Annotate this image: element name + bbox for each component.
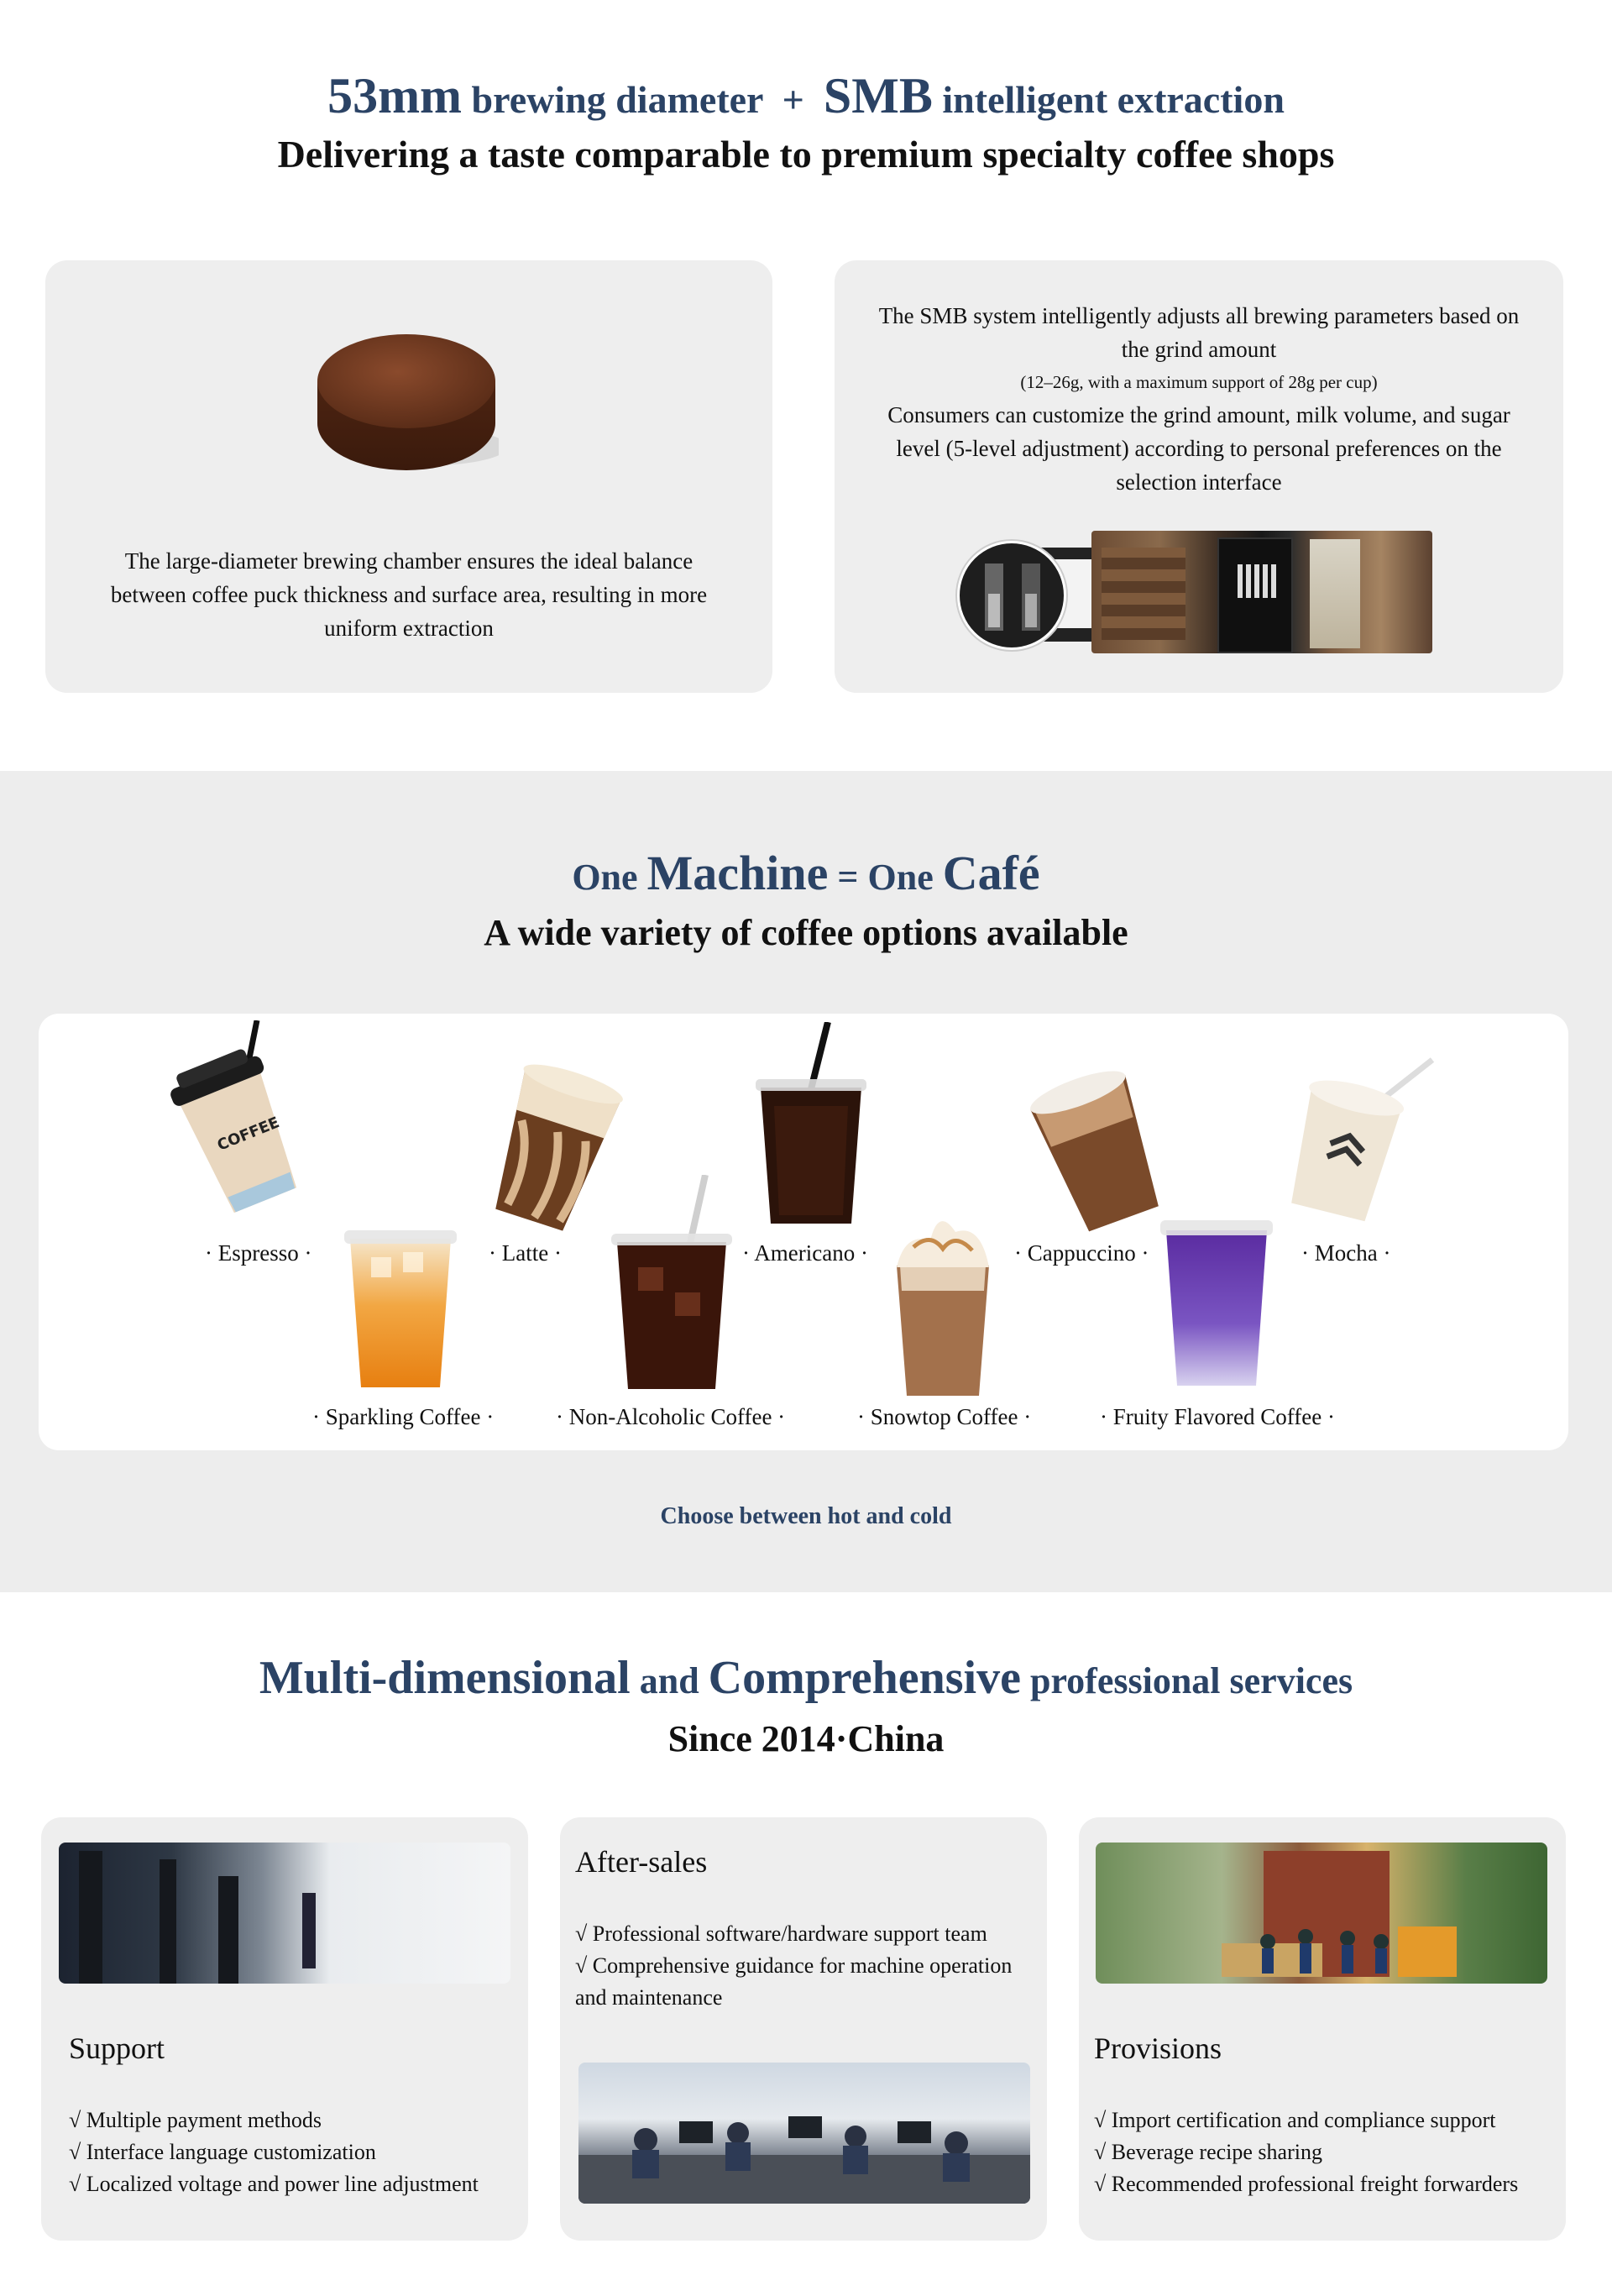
support-item: √ Localized voltage and power line adjustment	[69, 2172, 479, 2196]
title-multi-dimensional: Multi-dimensional	[259, 1652, 631, 1704]
hero-subheadline: Delivering a taste comparable to premium specialty coffee shops	[277, 133, 1335, 176]
title-equals-one: = One	[837, 857, 934, 898]
brewing-chamber-card	[45, 260, 772, 693]
espresso-cup-image	[165, 1020, 316, 1230]
title-comprehensive: Comprehensive	[708, 1652, 1021, 1704]
sparkling-coffee-cup-image	[338, 1224, 463, 1392]
americano-cup-image	[744, 1022, 878, 1232]
cappuccino-cup-image	[1013, 1056, 1180, 1232]
hero-brewing-diameter: brewing diameter	[471, 78, 763, 121]
cafe-interior-image	[1091, 531, 1432, 653]
hero-headline	[0, 66, 1612, 126]
hero-plus: +	[782, 78, 804, 121]
aftersales-item: √ Comprehensive guidance for machine operation and maintenance	[575, 1953, 1013, 2010]
coffee-machine-image	[1217, 537, 1293, 653]
smb-grind-range: (12–26g, with a maximum support of 28g per cup)	[1020, 372, 1378, 392]
drink-label-mocha: · Mocha ·	[1301, 1240, 1391, 1266]
support-card	[41, 1817, 528, 2241]
support-list	[69, 2105, 514, 2200]
provisions-item: √ Import certification and compliance support	[1094, 2108, 1496, 2132]
machine-cafe-collage	[957, 531, 1432, 653]
smb-text-b: Consumers can customize the grind amount, milk volume, and sugar level (5-level adjustment) according to personal preferences on the selection interface	[887, 402, 1510, 495]
aftersales-item: √ Professional software/hardware support team	[575, 1921, 987, 1946]
drink-label-espresso: · Espresso ·	[205, 1240, 312, 1266]
provisions-item: √ Beverage recipe sharing	[1094, 2140, 1322, 2164]
aftersales-list	[575, 1918, 1028, 2014]
services-title	[0, 1650, 1612, 1706]
aftersales-card	[560, 1817, 1047, 2241]
title-and: and	[639, 1660, 699, 1701]
drink-menu-panel	[39, 1014, 1568, 1450]
snowtop-coffee-cup-image	[880, 1207, 1006, 1400]
hero-header	[0, 66, 1612, 180]
support-item: √ Interface language customization	[69, 2140, 376, 2164]
drink-label-fruity-flavored-coffee: · Fruity Flavored Coffee ·	[1100, 1404, 1335, 1429]
smb-system-description	[877, 299, 1521, 499]
smb-system-card	[835, 260, 1563, 693]
title-machine: Machine	[646, 846, 829, 900]
aftersales-heading: After-sales	[575, 1845, 708, 1879]
drink-label-sparkling-coffee: · Sparkling Coffee ·	[312, 1404, 495, 1429]
menu-subtitle: A wide variety of coffee options available	[484, 912, 1128, 953]
one-machine-title	[0, 844, 1612, 903]
drink-label-cappuccino: · Cappuccino ·	[1014, 1240, 1149, 1266]
freight-loading-photo	[1096, 1843, 1547, 1984]
coffee-puck-image	[314, 321, 499, 480]
hero-smb: SMB	[823, 68, 933, 123]
hero-53mm: 53mm	[327, 68, 463, 123]
office-photo	[59, 1843, 510, 1984]
drink-label-americano: · Americano ·	[742, 1240, 868, 1266]
mocha-cup-image	[1264, 1056, 1441, 1224]
hero-intelligent-extraction: intelligent extraction	[942, 78, 1285, 121]
support-item: √ Multiple payment methods	[69, 2108, 322, 2132]
brewing-closeup-image	[957, 541, 1066, 650]
non-alcoholic-coffee-cup-image	[604, 1175, 739, 1393]
drink-label-latte: · Latte ·	[489, 1240, 562, 1266]
services-subtitle: Since 2014·China	[667, 1718, 945, 1759]
support-team-photo	[578, 2063, 1030, 2204]
hot-cold-note: Choose between hot and cold	[660, 1503, 952, 1529]
provisions-item: √ Recommended professional freight forwarders	[1094, 2172, 1519, 2196]
provisions-list	[1094, 2105, 1561, 2200]
provisions-heading: Provisions	[1094, 2031, 1222, 2065]
title-one-1: One	[572, 857, 638, 898]
support-heading: Support	[69, 2031, 165, 2065]
drink-label-snowtop-coffee: · Snowtop Coffee ·	[857, 1404, 1032, 1429]
brewing-chamber-description: The large-diameter brewing chamber ensures the ideal balance between coffee puck thickness and surface area, resulting in more uniform extraction	[110, 548, 708, 641]
smb-text-a: The SMB system intelligently adjusts all brewing parameters based on the grind amount	[878, 303, 1520, 362]
provisions-card	[1079, 1817, 1566, 2241]
drink-label-non-alcoholic-coffee: · Non-Alcoholic Coffee ·	[556, 1404, 786, 1429]
title-professional-services: professional services	[1029, 1660, 1353, 1701]
fruity-coffee-cup-image	[1154, 1214, 1280, 1390]
title-cafe: Café	[942, 846, 1040, 900]
svg-text:COFFEE: COFFEE	[214, 1114, 282, 1155]
